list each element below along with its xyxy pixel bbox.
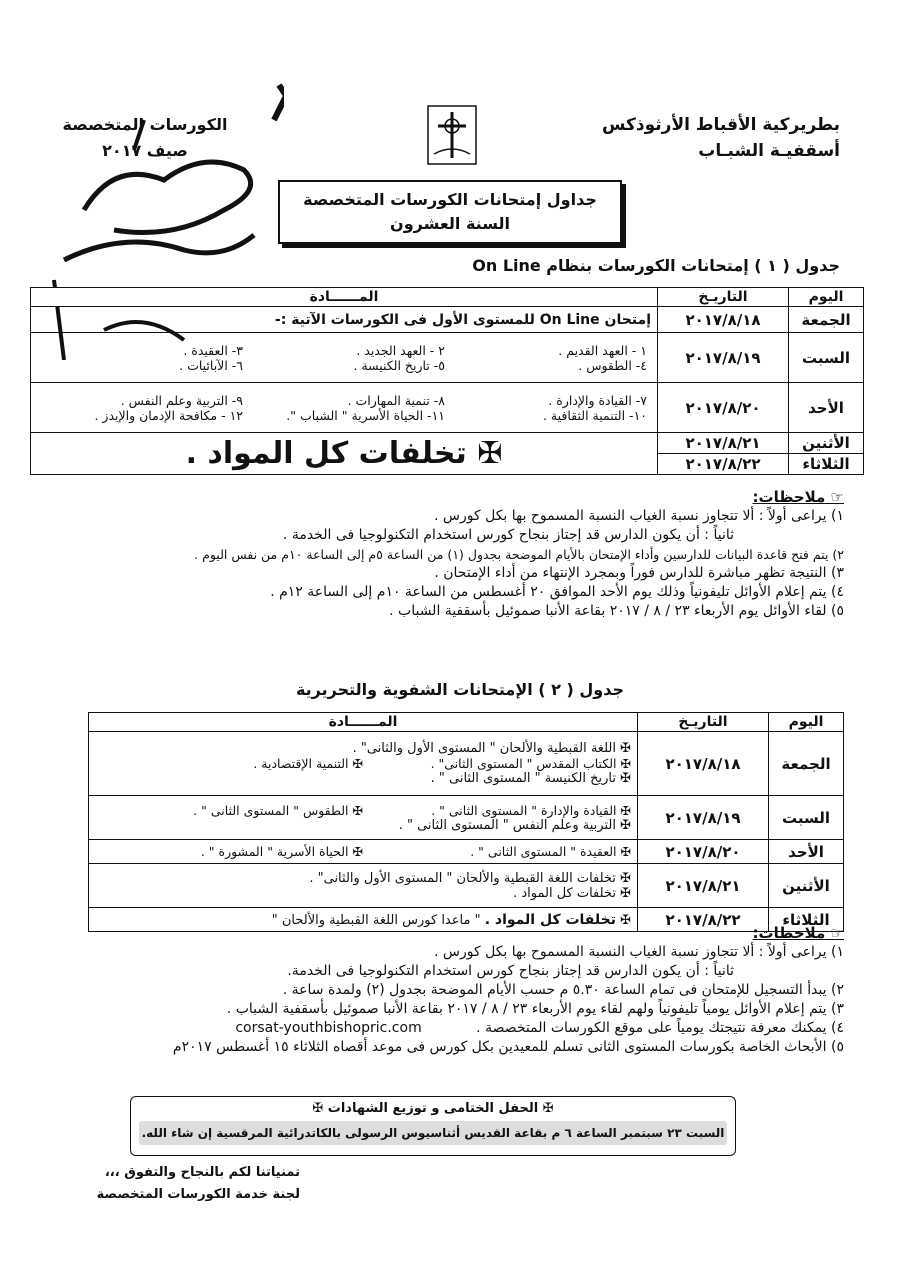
day-cell: الثلاثاء bbox=[789, 454, 864, 475]
table-row bbox=[89, 864, 844, 908]
subject-cell bbox=[31, 333, 658, 383]
note-item: ١) يراعى أولاً : ألا تتجاوز نسبة الغياب النسبة المسموح بها بكل كورس . bbox=[434, 944, 844, 960]
subject-item: تاريخ الكنيسة " المستوى الثانى " . bbox=[430, 771, 616, 786]
table-row bbox=[89, 732, 844, 796]
col-day: اليوم bbox=[769, 713, 844, 732]
makeup-cell bbox=[31, 433, 658, 475]
subject-item: ٩- التربية وعلم النفس . bbox=[120, 392, 243, 408]
date-cell: ٢٠١٧/٨/١٩ bbox=[638, 796, 769, 840]
oral-written-exams-table bbox=[88, 712, 844, 932]
note-item: ٣) يتم إعلام الأوائل يومياً تليفونياً ولهم لقاء يوم الأربعاء ٢٣ / ٨ / ٢٠١٧ بقاعة الأنبا صموئيل بأسقفية الشباب . bbox=[226, 1001, 844, 1017]
closing-ceremony-box bbox=[130, 1096, 736, 1156]
closing-signature bbox=[60, 1162, 300, 1206]
note-item: ٥) لقاء الأوائل يوم الأربعاء ٢٣ / ٨ / ٢٠١٧ بقاعة الأنبا صموئيل بأسقفية الشباب . bbox=[389, 603, 844, 619]
cross-icon: ✠ bbox=[352, 756, 363, 771]
day-cell: الأحد bbox=[789, 383, 864, 433]
day-cell: الأثنين bbox=[769, 864, 844, 908]
committee-name: لجنة خدمة الكورسات المتخصصة bbox=[96, 1187, 300, 1202]
subject-item: ٨- تنمية المهارات . bbox=[347, 392, 445, 408]
title-line2: السنة العشرون bbox=[390, 214, 510, 233]
subject-item: الطقوس " المستوى الثانى " . bbox=[193, 802, 349, 818]
course-season: صيف ٢٠١٧ bbox=[102, 141, 188, 160]
title-line1: جداول إمتحانات الكورسات المتخصصة bbox=[303, 190, 597, 209]
notes-heading: ☞ ملاحظات: bbox=[752, 488, 844, 506]
closing-wish: تمنياتنا لكم بالنجاح والتفوق ،،، bbox=[104, 1165, 300, 1180]
subject-item: ١١- الحياة الأسرية " الشباب ". bbox=[286, 407, 445, 423]
col-subject: المــــــادة bbox=[31, 288, 658, 307]
cross-icon: ✠ bbox=[620, 817, 631, 833]
subject-cell bbox=[89, 732, 638, 796]
cross-icon: ✠ bbox=[352, 844, 363, 859]
subject-item: ١٢ - مكافحة الإدمان والإيدز . bbox=[94, 407, 243, 423]
cross-icon: ✠ bbox=[620, 870, 631, 886]
document-title bbox=[278, 180, 622, 244]
table-row bbox=[89, 796, 844, 840]
subject-item: ٤- الطقوس . bbox=[578, 357, 647, 373]
org-name: بطريركية الأقباط الأرثوذكس bbox=[602, 115, 840, 135]
date-cell: ٢٠١٧/٨/٢١ bbox=[638, 864, 769, 908]
notes-section-1 bbox=[44, 488, 844, 621]
notes-section-2 bbox=[44, 924, 844, 1057]
table-header-row bbox=[31, 288, 864, 307]
note-item: ثانياً : أن يكون الدارس قد إجتاز بنجاح كورس استخدام التكنولوجيا فى الخدمة. bbox=[287, 963, 734, 979]
subject-item: ٣- العقيدة . bbox=[183, 342, 243, 358]
subject-item: تخلفات كل المواد . bbox=[513, 885, 616, 901]
table-row bbox=[31, 383, 864, 433]
notes-heading: ☞ ملاحظات: bbox=[752, 924, 844, 942]
note-item: ٢) يبدأ التسجيل للإمتحان فى تمام الساعة ٥.٣٠ م حسب الأيام الموضحة بجدول (٢) ولمدة ساعة . bbox=[282, 982, 844, 998]
date-cell: ٢٠١٧/٨/٢١ bbox=[658, 433, 789, 454]
note-item: ١) يراعى أولاً : ألا تتجاوز نسبة الغياب النسبة المسموح بها بكل كورس . bbox=[434, 508, 844, 524]
website-link[interactable]: corsat-youthbishopric.com bbox=[235, 1020, 422, 1036]
table1-caption: جدول ( ١ ) إمتحانات الكورسات بنظام On Line bbox=[472, 256, 840, 275]
subject-cell: إمتحان On Line للمستوى الأول فى الكورسات الآتية :- bbox=[31, 307, 658, 333]
note-item: ٤) يمكنك معرفة نتيجتك يومياً على موقع الكورسات المتخصصة . corsat-youthbishopric.com bbox=[235, 1020, 844, 1036]
subject-item: القيادة والإدارة " المستوى الثانى " . bbox=[431, 802, 617, 818]
col-date: التاريـخ bbox=[658, 288, 789, 307]
col-subject: المــــــادة bbox=[89, 713, 638, 732]
subject-item: ٦- الآبائيات . bbox=[179, 357, 243, 373]
cross-icon: ✠ bbox=[620, 756, 631, 771]
note-item: ٤) يتم إعلام الأوائل تليفونياً وذلك يوم الأحد الموافق ٢٠ أغسطس من الساعة ١٠م إلى الساعة ١٢م . bbox=[270, 584, 844, 600]
makeup-text: تخلفات كل المواد . bbox=[185, 436, 467, 471]
cross-icon: ✠ bbox=[542, 1101, 554, 1116]
ceremony-title: ✠ الحفل الختامى و توزيع الشهادات ✠ bbox=[312, 1101, 554, 1116]
pointer-icon: ☞ bbox=[825, 488, 844, 506]
subject-item: اللغة القبطية والألحان " المستوى الأول والثانى" . bbox=[352, 741, 616, 756]
subject-item: ٥- تاريخ الكنيسة . bbox=[353, 357, 445, 373]
subject-cell bbox=[89, 840, 638, 864]
subject-item: التنمية الإقتصادية . bbox=[253, 756, 349, 771]
note-item: ثانياً : أن يكون الدارس قد إجتاز بنجاح كورس استخدام التكنولوجيا فى الخدمة . bbox=[282, 527, 734, 543]
date-cell: ٢٠١٧/٨/١٨ bbox=[658, 307, 789, 333]
day-cell: السبت bbox=[769, 796, 844, 840]
date-cell: ٢٠١٧/٨/٢٠ bbox=[658, 383, 789, 433]
subject-item: الكتاب المقدس " المستوى الثانى" . bbox=[430, 756, 617, 771]
day-cell: الأحد bbox=[769, 840, 844, 864]
day-cell: الثلاثاء bbox=[769, 908, 844, 932]
cross-icon: ✠ bbox=[620, 771, 631, 786]
organization-header bbox=[602, 112, 840, 164]
cross-icon: ✠ bbox=[620, 844, 631, 859]
cross-icon: ✠ bbox=[312, 1101, 324, 1116]
date-cell: ٢٠١٧/٨/١٨ bbox=[638, 732, 769, 796]
subject-item: العقيدة " المستوى الثانى " . bbox=[470, 844, 617, 859]
subject-cell bbox=[89, 864, 638, 908]
subject-item: الحياة الأسرية " المشورة " . bbox=[200, 844, 349, 859]
note-item: ٣) النتيجة تظهر مباشرة للدارس فوراً وبمجرد الإنتهاء من أداء الإمتحان . bbox=[434, 565, 844, 581]
cross-icon: ✠ bbox=[620, 885, 631, 901]
table-row bbox=[31, 307, 864, 333]
subject-item: تخلفات اللغة القبطية والألحان " المستوى الأول والثانى" . bbox=[309, 870, 616, 886]
day-cell: الجمعة bbox=[789, 307, 864, 333]
church-logo bbox=[424, 104, 480, 166]
table2-caption: جدول ( ٢ ) الإمتحانات الشفوية والتحريرية bbox=[295, 680, 624, 699]
day-cell: الأثنين bbox=[789, 433, 864, 454]
ceremony-details: السبت ٢٣ سبتمبر الساعة ٦ م بقاعة القديس أثناسيوس الرسولى بالكاتدرائية المرقسية إن شاء الله. bbox=[139, 1121, 727, 1145]
cross-icon: ✠ bbox=[352, 802, 363, 818]
table-row bbox=[31, 433, 864, 454]
subject-item: ٢ - العهد الجديد . bbox=[356, 342, 445, 358]
cross-icon: ✠ bbox=[620, 741, 631, 756]
date-cell: ٢٠١٧/٨/٢٢ bbox=[658, 454, 789, 475]
subject-cell bbox=[31, 383, 658, 433]
day-cell: السبت bbox=[789, 333, 864, 383]
subject-item: ١٠- التنمية الثقافية . bbox=[542, 407, 647, 423]
date-cell: ٢٠١٧/٨/٢٢ bbox=[638, 908, 769, 932]
table-header-row bbox=[89, 713, 844, 732]
note-item: ٥) الأبحاث الخاصة بكورسات المستوى الثانى تسلم للمعيدين بكل كورس فى موعد أقصاه الثلاثاء ١٥ أغسطس ٢٠١٧م bbox=[172, 1039, 844, 1055]
date-cell: ٢٠١٧/٨/٢٠ bbox=[638, 840, 769, 864]
date-cell: ٢٠١٧/٨/١٩ bbox=[658, 333, 789, 383]
note-item: ٢) يتم فتح قاعدة البيانات للدارسين وأداء الإمتحان بالأيام الموضحة بجدول (١) من الساعة ٥م إلى الساعة ١٠م من نفس اليوم . bbox=[194, 547, 844, 562]
online-exams-table bbox=[30, 287, 864, 475]
subject-cell bbox=[89, 796, 638, 840]
course-header bbox=[60, 112, 230, 164]
cross-icon: ✠ bbox=[477, 436, 503, 471]
subject-item: ١ - العهد القديم . bbox=[558, 342, 647, 358]
pointer-icon: ☞ bbox=[825, 924, 844, 942]
org-department: أسقفيـة الشبـاب bbox=[698, 141, 840, 161]
subject-item: " ماعدا كورس اللغة القبطية والألحان " bbox=[271, 912, 481, 928]
col-day: اليوم bbox=[789, 288, 864, 307]
table-row bbox=[89, 840, 844, 864]
course-name: الكورسات المتخصصة bbox=[62, 115, 228, 134]
table-row bbox=[31, 333, 864, 383]
cross-icon: ✠ bbox=[620, 912, 631, 928]
subject-item: تخلفات كل المواد . bbox=[484, 911, 616, 928]
day-cell: الجمعة bbox=[769, 732, 844, 796]
col-date: التاريـخ bbox=[638, 713, 769, 732]
cross-icon: ✠ bbox=[620, 802, 631, 818]
subject-item: ٧- القيادة والإدارة . bbox=[548, 392, 647, 408]
subject-item: التربية وعلم النفس " المستوى الثانى " . bbox=[398, 817, 616, 833]
